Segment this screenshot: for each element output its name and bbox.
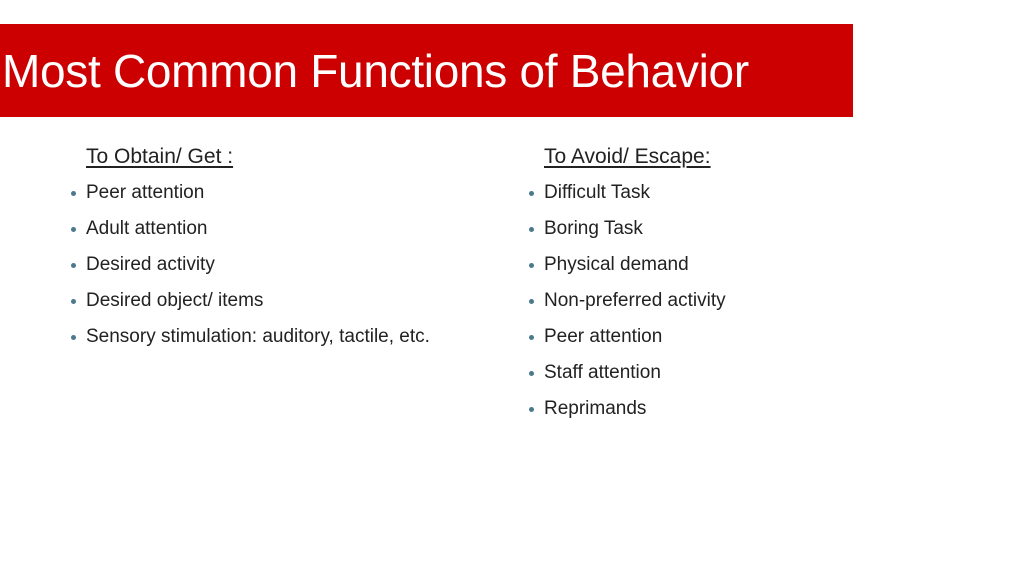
bullet-icon — [529, 407, 534, 412]
list-item-text: Physical demand — [544, 254, 689, 275]
slide-title: Most Common Functions of Behavior — [2, 44, 749, 97]
list-item-text: Desired object/ items — [86, 290, 264, 311]
list-item — [528, 251, 928, 287]
bullet-icon — [71, 335, 76, 340]
bullet-icon — [71, 227, 76, 232]
avoid-heading: To Avoid/ Escape: — [544, 145, 711, 168]
bullet-icon — [529, 371, 534, 376]
list-item — [70, 323, 500, 359]
list-item — [70, 179, 500, 215]
avoid-list — [528, 179, 928, 431]
list-item — [528, 395, 928, 431]
list-item-text: Boring Task — [544, 218, 643, 239]
list-item — [528, 215, 928, 251]
list-item-text: Reprimands — [544, 398, 647, 419]
list-item-text: Peer attention — [86, 182, 205, 203]
bullet-icon — [529, 335, 534, 340]
bullet-icon — [529, 227, 534, 232]
list-item — [528, 323, 928, 359]
bullet-icon — [71, 299, 76, 304]
list-item — [70, 287, 500, 323]
bullet-icon — [71, 263, 76, 268]
list-item-text: Adult attention — [86, 218, 208, 239]
list-item-text: Sensory stimulation: auditory, tactile, etc. — [86, 326, 430, 347]
obtain-list — [70, 179, 500, 359]
avoid-column — [528, 143, 928, 431]
bullet-icon — [529, 191, 534, 196]
list-item — [70, 215, 500, 251]
list-item-text: Non-preferred activity — [544, 290, 726, 311]
bullet-icon — [529, 263, 534, 268]
bullet-icon — [71, 191, 76, 196]
obtain-heading: To Obtain/ Get : — [86, 145, 234, 168]
list-item-text: Staff attention — [544, 362, 661, 383]
list-item — [528, 179, 928, 215]
bullet-icon — [529, 299, 534, 304]
list-item — [70, 251, 500, 287]
obtain-column — [70, 143, 500, 359]
list-item — [528, 287, 928, 323]
title-bar — [0, 24, 853, 117]
list-item — [528, 359, 928, 395]
list-item-text: Peer attention — [544, 326, 663, 347]
list-item-text: Difficult Task — [544, 182, 650, 203]
list-item-text: Desired activity — [86, 254, 215, 275]
